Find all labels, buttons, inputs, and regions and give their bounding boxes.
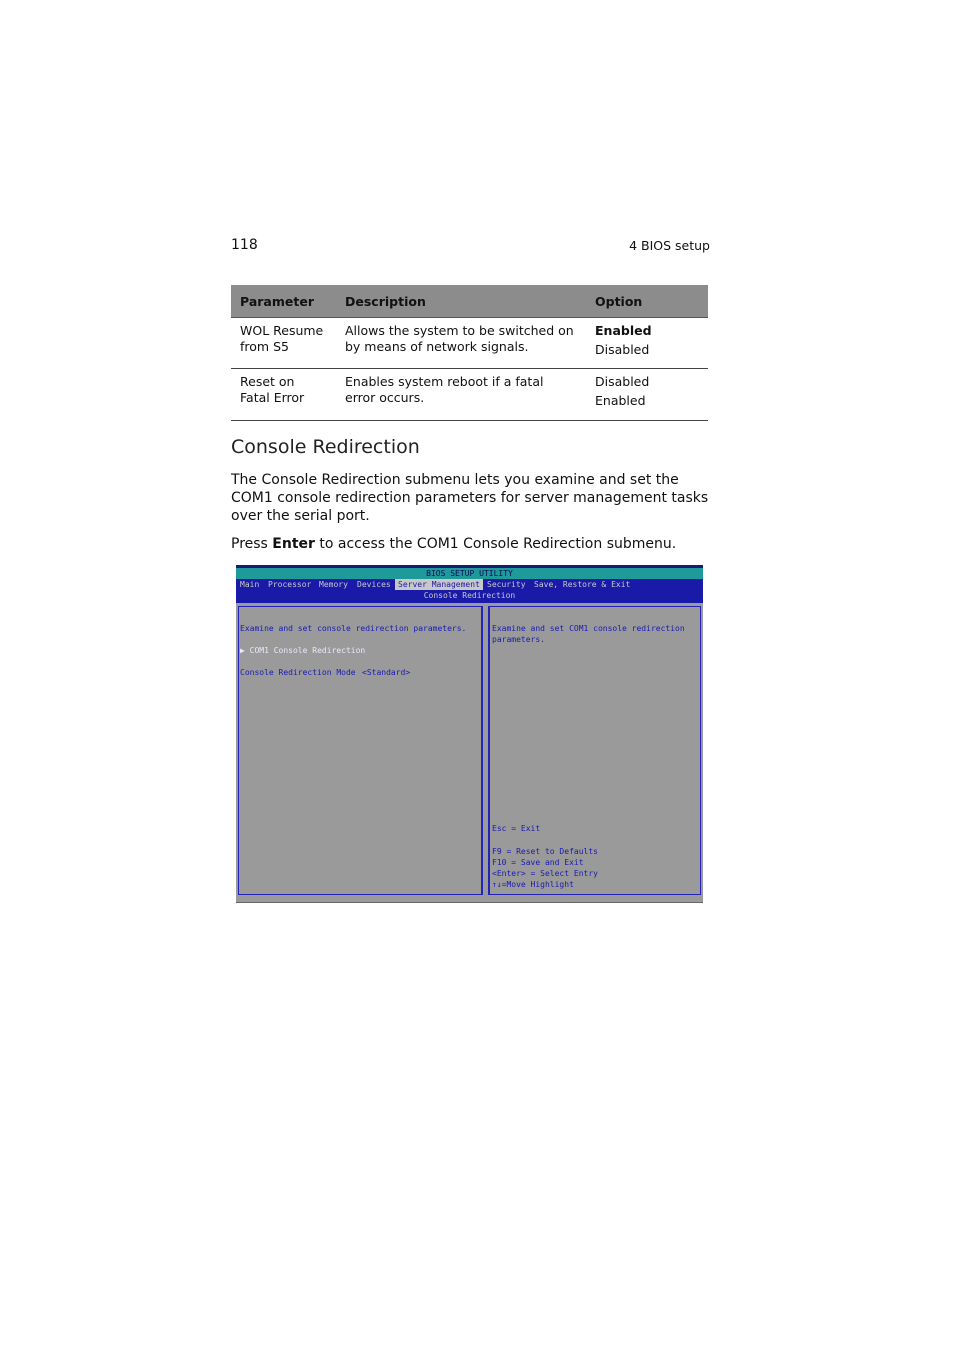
bios-menu-processor[interactable]: Processor — [268, 580, 312, 589]
body-paragraph: The Console Redirection submenu lets you examine and set the COM1 console redirection parameters for server management tasks over the serial port. — [231, 472, 709, 524]
bios-menu-save-restore-exit[interactable]: Save, Restore & Exit — [534, 580, 631, 589]
header-description: Description — [336, 285, 586, 318]
cell-description: Enables system reboot if a fatal error occurs. — [336, 369, 586, 421]
bios-menu-memory[interactable]: Memory — [319, 580, 348, 589]
bios-screenshot — [236, 565, 703, 903]
page-number: 118 — [231, 237, 258, 253]
body-paragraph-instruction — [231, 535, 711, 553]
bios-title-bar: BIOS SETUP UTILITY — [236, 568, 703, 579]
bios-key-f10: F10 = Save and Exit — [492, 858, 584, 867]
bios-menu-server-management[interactable]: Server Management — [395, 579, 483, 590]
bios-key-move: ↑↓=Move Highlight — [492, 880, 574, 889]
cell-description: Allows the system to be switched on by means of network signals. — [336, 318, 586, 369]
bios-key-f9: F9 = Reset to Defaults — [492, 847, 598, 856]
running-head: 4 BIOS setup — [629, 238, 710, 253]
bios-help-line2: parameters. — [492, 635, 545, 644]
option-alt: Enabled — [595, 393, 646, 408]
header-parameter: Parameter — [231, 285, 336, 318]
cell-options — [586, 318, 708, 369]
table-row — [231, 369, 708, 421]
parameter-table — [231, 285, 708, 421]
bios-intro-text: Examine and set console redirection parameters. — [240, 624, 467, 633]
bios-menu-devices[interactable]: Devices — [357, 580, 391, 589]
instruction-key: Enter — [272, 536, 315, 552]
bios-submenu-title: Console Redirection — [236, 590, 703, 601]
cell-parameter: WOL Resume from S5 — [231, 318, 336, 369]
option-default: Disabled — [595, 374, 650, 389]
bios-key-esc: Esc = Exit — [492, 824, 541, 833]
cell-parameter: Reset on Fatal Error — [231, 369, 336, 421]
header-option: Option — [586, 285, 708, 318]
bios-item-com1-redirection[interactable]: ▶ COM1 Console Redirection — [240, 646, 366, 655]
bios-menu-bar — [236, 579, 703, 590]
instruction-prefix: Press — [231, 536, 273, 552]
instruction-suffix: to access the COM1 Console Redirection submenu. — [314, 536, 677, 552]
table-row — [231, 318, 708, 369]
option-alt: Disabled — [595, 342, 650, 357]
section-title: Console Redirection — [231, 436, 420, 458]
bios-menu-security[interactable]: Security — [487, 580, 526, 589]
bios-sub-strip — [236, 601, 703, 603]
cell-options — [586, 369, 708, 421]
bios-pane-divider — [482, 606, 489, 895]
table-header-row — [231, 285, 708, 318]
bios-item-redirection-mode-value[interactable]: <Standard> — [362, 668, 411, 677]
bios-help-line1: Examine and set COM1 console redirection — [492, 624, 685, 633]
option-default: Enabled — [595, 323, 652, 338]
bios-key-enter: <Enter> = Select Entry — [492, 869, 598, 878]
bios-item-redirection-mode-label[interactable]: Console Redirection Mode — [240, 668, 356, 677]
bios-menu-main[interactable]: Main — [240, 580, 260, 589]
